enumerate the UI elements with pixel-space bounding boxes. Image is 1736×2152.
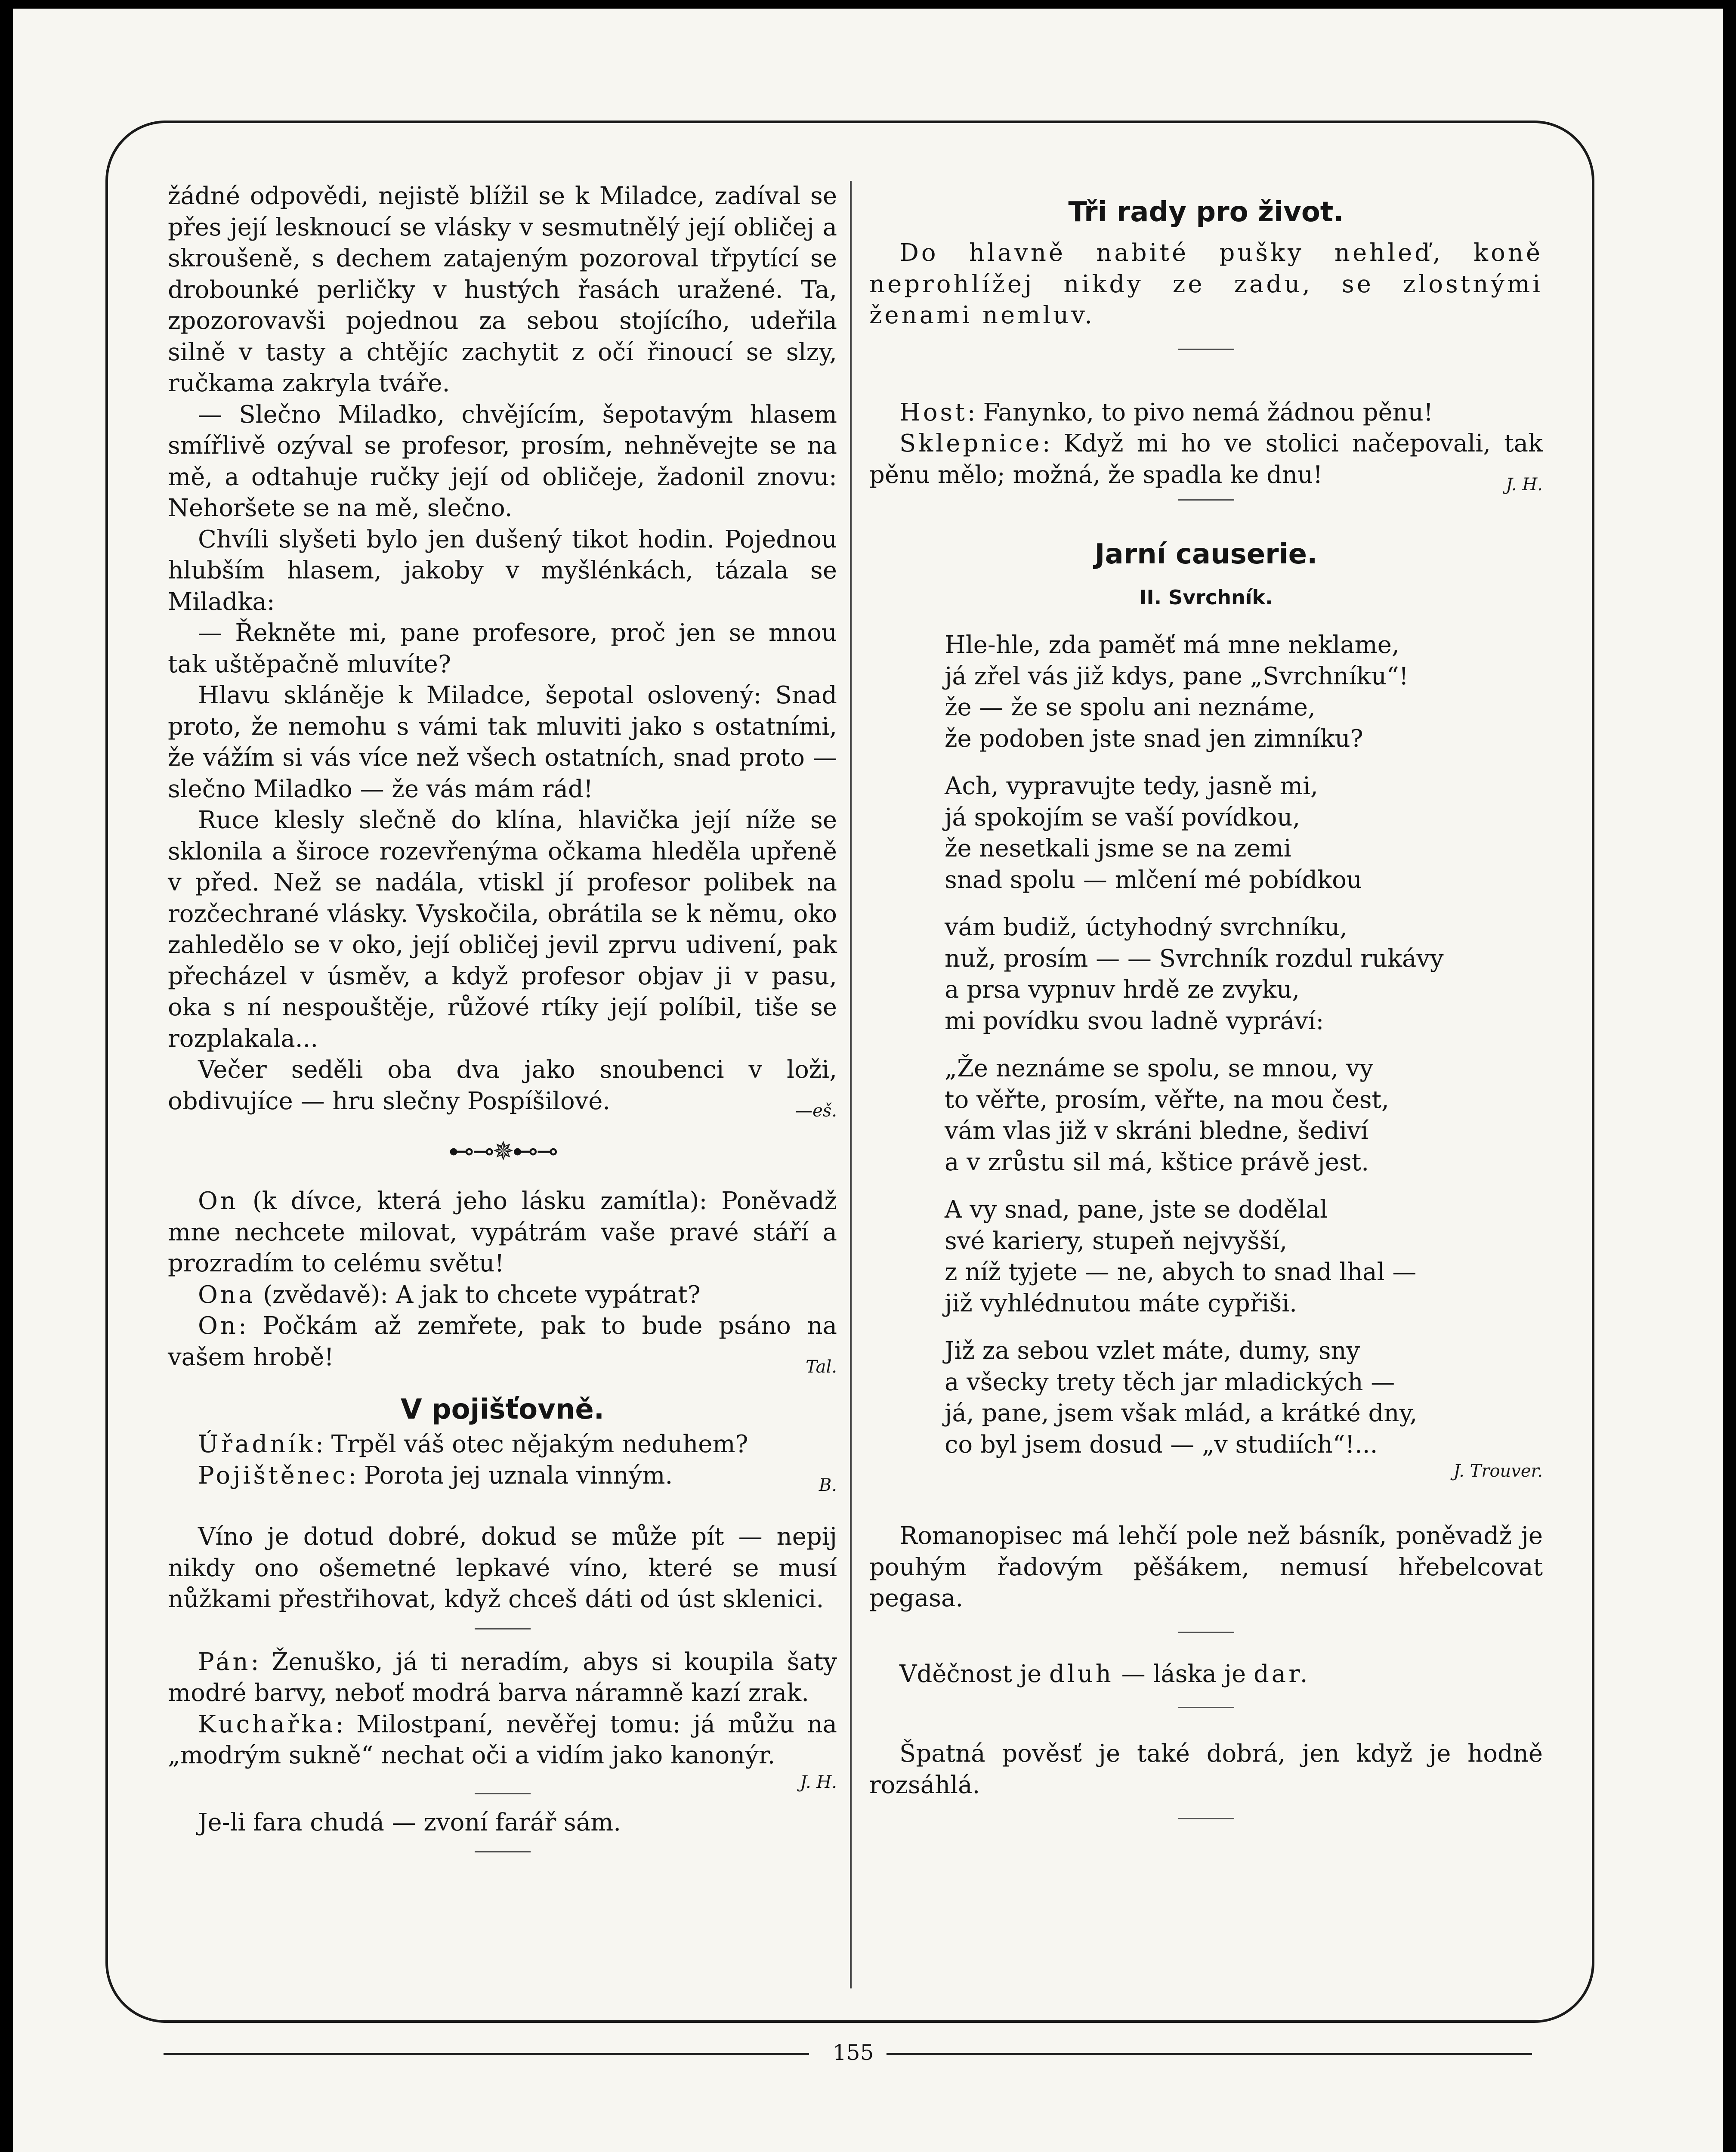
poem-line: že nesetkali jsme se na zemi <box>945 835 1291 863</box>
joke-line <box>168 1709 837 1772</box>
section-rule <box>475 1793 531 1794</box>
poem-line: mi povídku svou ladně vypráví: <box>945 1007 1324 1035</box>
poem-line: Hle-hle, zda paměť má mne neklame, <box>945 631 1399 659</box>
story-paragraph: Hlavu skláněje k Miladce, šepotal oslovený: Snad proto, že nemohu s vámi tak mluviti jako s ostatními, že vážím si vás více než všech ostatních, snad proto — slečno Miladko — že vás mám rád! <box>168 681 837 803</box>
insurance-title: V pojišťovně. <box>400 1394 605 1425</box>
poem-line: vám budiž, úctyhodný svrchníku, <box>945 913 1347 941</box>
section-rule <box>1178 1818 1234 1819</box>
joke-line <box>168 1429 837 1460</box>
poem-line: že podoben jste snad jen zimníku? <box>945 724 1363 753</box>
poem <box>869 630 1543 1460</box>
speaker-name: Kuchařka <box>198 1710 336 1738</box>
story-paragraph: Chvíli slyšeti bylo jen dušený tikot hodin. Pojednou hlubším hlasem, jakoby v myšlénkách, tázala se Miladka: <box>168 525 837 616</box>
ornament-divider: ⊷⊸✵⊷⊸ <box>448 1136 556 1166</box>
joke-text: : Když mi ho ve stolici načepovali, tak pěnu mělo; možná, že spadla ke dnu! <box>869 430 1543 489</box>
story-paragraph: Ruce klesly slečně do klína, hlavička její níže se sklonila a široce rozevřenýma očkama hleděla upřeně v před. Než se nadála, vtiskl jí profesor polibek na rozčechrané vlásky. Vyskočila, obrátila se k němu, oko zahledělo se v oko, její obličej jevil zprvu udivení, pak přecházel v úsměv, a když profesor objav ji v pasu, oka s ní nespouštěje, růžové rtíky její políbil, tiše se rozplakala... <box>168 806 837 1053</box>
poem-line: A vy snad, pane, jste se dodělal <box>945 1196 1328 1224</box>
speaker-name: Pojištěnec <box>198 1461 349 1490</box>
left-column <box>168 181 837 1865</box>
speaker-name: On <box>198 1312 238 1340</box>
poem-line: nuž, prosím — — Svrchník rozdul rukávy <box>945 944 1444 973</box>
poem-line: a v zrůstu sil má, kštice právě jest. <box>945 1148 1369 1176</box>
poem-line: co byl jsem dosud — „v studiích“!... <box>945 1430 1378 1459</box>
gratitude-a: Vděčnost <box>899 1660 1012 1688</box>
story-signature: —eš. <box>795 1101 837 1121</box>
poem-line: a všecky trety těch jar mladických — <box>945 1368 1395 1396</box>
joke-text: (zvědavě): A jak to chcete vypátrat? <box>263 1280 701 1309</box>
poem-line: že — že se spolu ani neznáme, <box>945 693 1316 721</box>
joke-text: : Ženuško, já ti neradím, abys si koupila šaty modré barvy, neboť modrá barva náramně kazí zrak. <box>168 1648 837 1707</box>
poem-line: již vyhlédnutou máte cypřiši. <box>945 1289 1297 1317</box>
poem-stanza <box>945 1053 1543 1178</box>
poem-stanza <box>945 630 1543 754</box>
joke-signature: J. H. <box>1506 474 1543 495</box>
joke-text: : Milostpaní, nevěřej tomu: já můžu na „modrým sukně“ nechat oči a vidím jako kanonýr. <box>168 1710 837 1769</box>
poem-line: já spokojím se vaší povídkou, <box>945 803 1300 832</box>
poem-stanza <box>945 912 1543 1037</box>
wine-paragraph: Víno je dotud dobré, dokud se může pít — nepij nikdy ono ošemetné lepkavé víno, které se musí nůžkami přestřihovat, když chceš dáti od úst sklenici. <box>168 1523 837 1613</box>
speaker-name: Host <box>899 398 967 427</box>
joke-text: : Fanynko, to pivo nemá žádnou pěnu! <box>967 398 1433 427</box>
joke-line <box>168 1647 837 1709</box>
poem-line: své kariery, stupeň nejvyšší, <box>945 1227 1288 1255</box>
speaker-name: Sklepnice <box>899 430 1042 458</box>
section-rule <box>1178 1632 1234 1633</box>
poem-signature: J. Trouver. <box>1453 1461 1543 1481</box>
poem-line: Již za sebou vzlet máte, dumy, sny <box>945 1337 1360 1365</box>
poem-line: já zřel vás již kdys, pane „Svrchníku“! <box>945 662 1409 690</box>
joke-text: : Trpěl váš otec nějakým neduhem? <box>315 1430 748 1458</box>
poem-stanza <box>945 1194 1543 1319</box>
advice-text: Do hlavně nabité pušky nehleď, koně neprohlížej nikdy ze zadu, se zlostnými ženami nemluv. <box>869 239 1543 329</box>
gratitude-line <box>869 1659 1543 1690</box>
joke-line <box>869 397 1543 429</box>
poem-line: to věřte, prosím, věřte, na mou čest, <box>945 1085 1389 1114</box>
footer-line <box>164 2053 809 2055</box>
footer-line <box>887 2053 1532 2055</box>
poem-line: z níž tyjete — ne, abych to snad lhal — <box>945 1258 1417 1286</box>
story-paragraph: žádné odpovědi, nejistě blížil se k Miladce, zadíval se přes její lesknoucí se vlásky v sesmutnělý její obličej a skroušeně, s dechem zatajeným pozoroval třpytící se drobounké perličky v hustých řasách uražené. Ta, zpozorovavši pojednou za sebou stojícího, udeřila silně v tasty a chtějíc zachytit z očí řinoucí se slzy, ručkama zakryla tváře. <box>168 182 837 397</box>
poem-line: Ach, vypravujte tedy, jasně mi, <box>945 772 1318 800</box>
insurance-signature: B. <box>819 1475 837 1495</box>
joke-signature: J. H. <box>800 1772 837 1792</box>
story-last-text: Večer seděli oba dva jako snoubenci v loži, obdivujíce — hru slečny Pospíšilové. <box>168 1056 837 1115</box>
poem-line: a prsa vypnuv hrdě ze zvyku, <box>945 976 1300 1004</box>
speaker-name: On <box>198 1187 238 1215</box>
story-paragraph <box>168 1054 837 1121</box>
speaker-name: Pán <box>198 1648 251 1676</box>
page-number: 155 <box>833 2040 874 2065</box>
right-column <box>869 181 1543 1832</box>
gratitude-e: dar. <box>1253 1660 1310 1688</box>
speaker-name: Úřadník <box>198 1430 316 1458</box>
story-paragraph: — Řekněte mi, pane profesore, proč jen se mnou tak uštěpačně mluvíte? <box>168 619 837 678</box>
section-rule <box>475 1851 531 1852</box>
joke-text: : Počkám až zemřete, pak to bude psáno na vašem hrobě! <box>168 1312 837 1371</box>
gratitude-d: — láska je <box>1121 1660 1246 1688</box>
poem-line: vám vlas již v skráni bledne, šediví <box>945 1117 1368 1145</box>
fara-line: Je-li fara chudá — zvoní farář sám. <box>198 1808 621 1837</box>
joke-line <box>168 1280 837 1311</box>
fame-paragraph: Špatná pověsť je také dobrá, jen když je hodně rozsáhlá. <box>869 1740 1543 1799</box>
poem-line: snad spolu — mlčení mé pobídkou <box>945 866 1362 894</box>
joke-line <box>168 1460 837 1495</box>
section-rule <box>1178 349 1234 350</box>
section-rule <box>475 1628 531 1629</box>
causerie-title: Jarní causerie. <box>1094 538 1318 570</box>
joke-text: (k dívce, která jeho lásku zamítla): Poněvadž mne nechcete milovat, vypátrám vaše pravé stáří a prozradím to celému světu! <box>168 1187 837 1277</box>
poem-stanza <box>945 771 1543 896</box>
joke-signature: Tal. <box>806 1357 837 1377</box>
speaker-name: Ona <box>198 1280 256 1309</box>
section-rule <box>1178 499 1234 501</box>
joke-line <box>869 428 1543 495</box>
gratitude-b: je <box>1019 1660 1042 1688</box>
novelist-paragraph: Romanopisec má lehčí pole než básník, poněvadž je pouhým řadovým pěšákem, nemusí hřebelcovat pegasa. <box>869 1522 1543 1612</box>
story-paragraph: — Slečno Miladko, chvějícím, šepotavým hlasem smířlivě ozýval se profesor, prosím, nehněvejte se na mě, a odtahuje ručky její od obličeje, žadonil znovu: Nehoršete se na mě, slečno. <box>168 400 837 522</box>
poem-line: „Že neznáme se spolu, se mnou, vy <box>945 1054 1374 1082</box>
section-rule <box>1178 1707 1234 1708</box>
joke-text: : Porota jej uznala vinným. <box>348 1461 673 1490</box>
joke-line <box>168 1311 837 1377</box>
causerie-subtitle: II. Svrchník. <box>1139 586 1273 609</box>
poem-stanza <box>945 1336 1543 1460</box>
advice-title: Tři rady pro život. <box>1068 196 1344 228</box>
column-divider <box>850 181 852 1988</box>
poem-line: já, pane, jsem však mlád, a krátké dny, <box>945 1399 1418 1427</box>
joke-line <box>168 1186 837 1280</box>
gratitude-c: dluh <box>1049 1660 1114 1688</box>
